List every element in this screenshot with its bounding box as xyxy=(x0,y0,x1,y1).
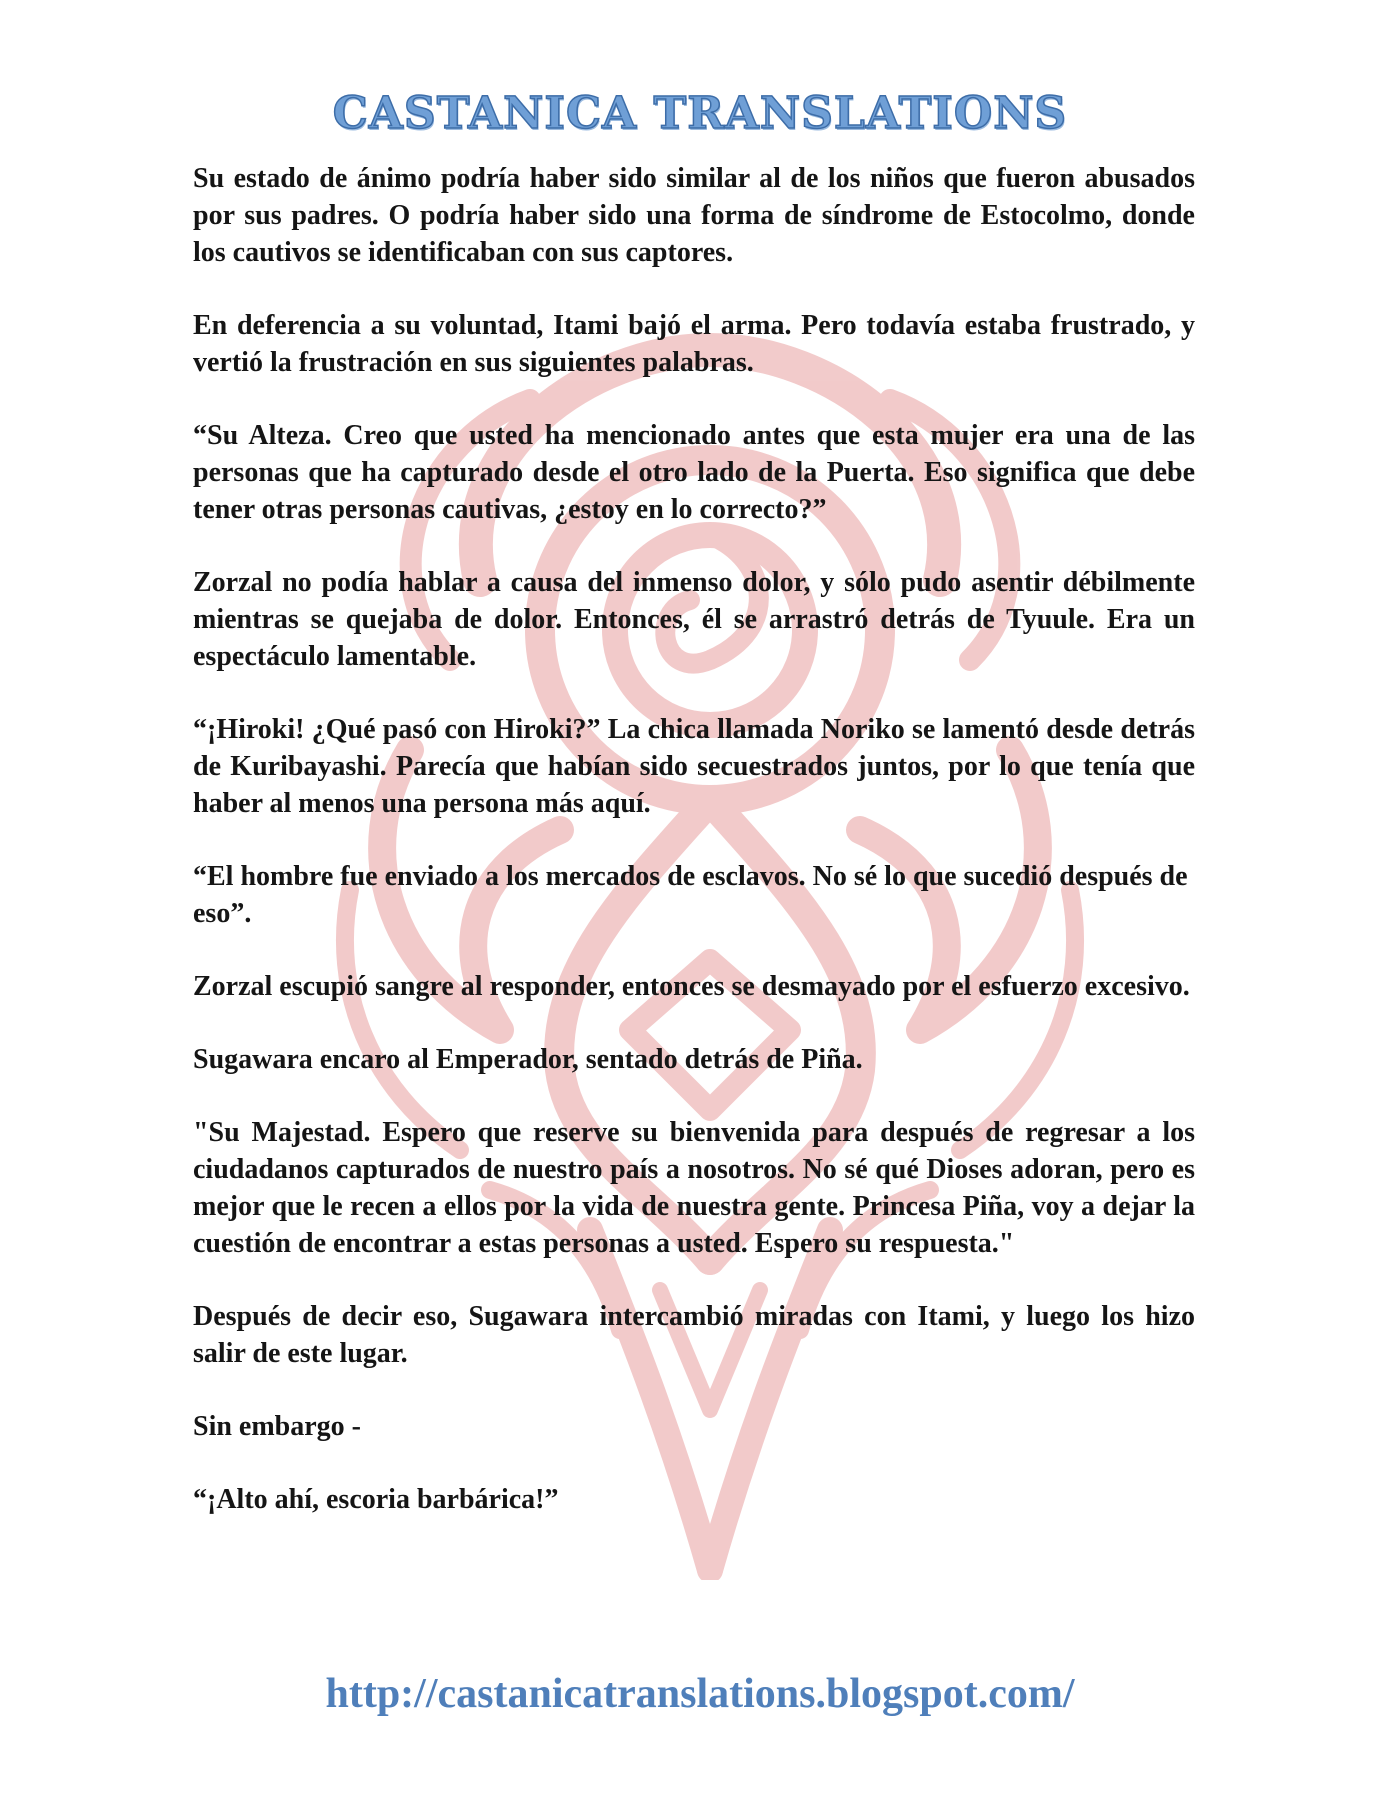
paragraph: "Su Majestad. Espero que reserve su bienvenida para después de regresar a los ciudadanos capturados de nuestro país a nosotros. No sé qué Dioses adoran, pero es mejor que le recen a ellos por la vida de nuestra gente. Princesa Piña, voy a dejar la cuestión de encontrar a estas personas a usted. Espero su respuesta." xyxy=(193,1117,1195,1259)
paragraph: Zorzal no podía hablar a causa del inmenso dolor, y sólo pudo asentir débilmente mientras se quejaba de dolor. Entonces, él se arrastró detrás de Tyuule. Era un espectáculo lamentable. xyxy=(193,567,1195,672)
paragraph: Zorzal escupió sangre al responder, entonces se desmayado por el esfuerzo excesivo. xyxy=(193,971,1190,1002)
paragraph: “Su Alteza. Creo que usted ha mencionado antes que esta mujer era una de las personas que ha capturado desde el otro lado de la Puerta. Eso significa que debe tener otras personas cautivas, ¿estoy en lo correcto?” xyxy=(193,420,1195,525)
paragraph: “¡Hiroki! ¿Qué pasó con Hiroki?” La chica llamada Noriko se lamentó desde detrás de Kuribayashi. Parecía que habían sido secuestrados juntos, por lo que tenía que haber al menos una persona más aquí. xyxy=(193,714,1195,819)
paragraph: Sugawara encaro al Emperador, sentado detrás de Piña. xyxy=(193,1044,863,1075)
paragraph: Su estado de ánimo podría haber sido similar al de los niños que fueron abusados por sus padres. O podría haber sido una forma de síndrome de Estocolmo, donde los cautivos se identificaban con sus captores. xyxy=(193,163,1195,268)
document-body xyxy=(193,160,1195,1554)
paragraph: Después de decir eso, Sugawara intercambió miradas con Itami, y luego los hizo salir de este lugar. xyxy=(193,1301,1195,1369)
paragraph: En deferencia a su voluntad, Itami bajó el arma. Pero todavía estaba frustrado, y vertió la frustración en sus siguientes palabras. xyxy=(193,310,1195,378)
paragraph: Sin embargo - xyxy=(193,1411,361,1442)
paragraph: “El hombre fue enviado a los mercados de esclavos. No sé lo que sucedió después de eso”. xyxy=(193,861,1188,929)
paragraph: “¡Alto ahí, escoria barbárica!” xyxy=(193,1484,559,1515)
site-title: CASTANICA TRANSLATIONS xyxy=(332,88,1068,139)
footer-url-link[interactable]: http://castanicatranslations.blogspot.com/ xyxy=(325,1671,1075,1717)
